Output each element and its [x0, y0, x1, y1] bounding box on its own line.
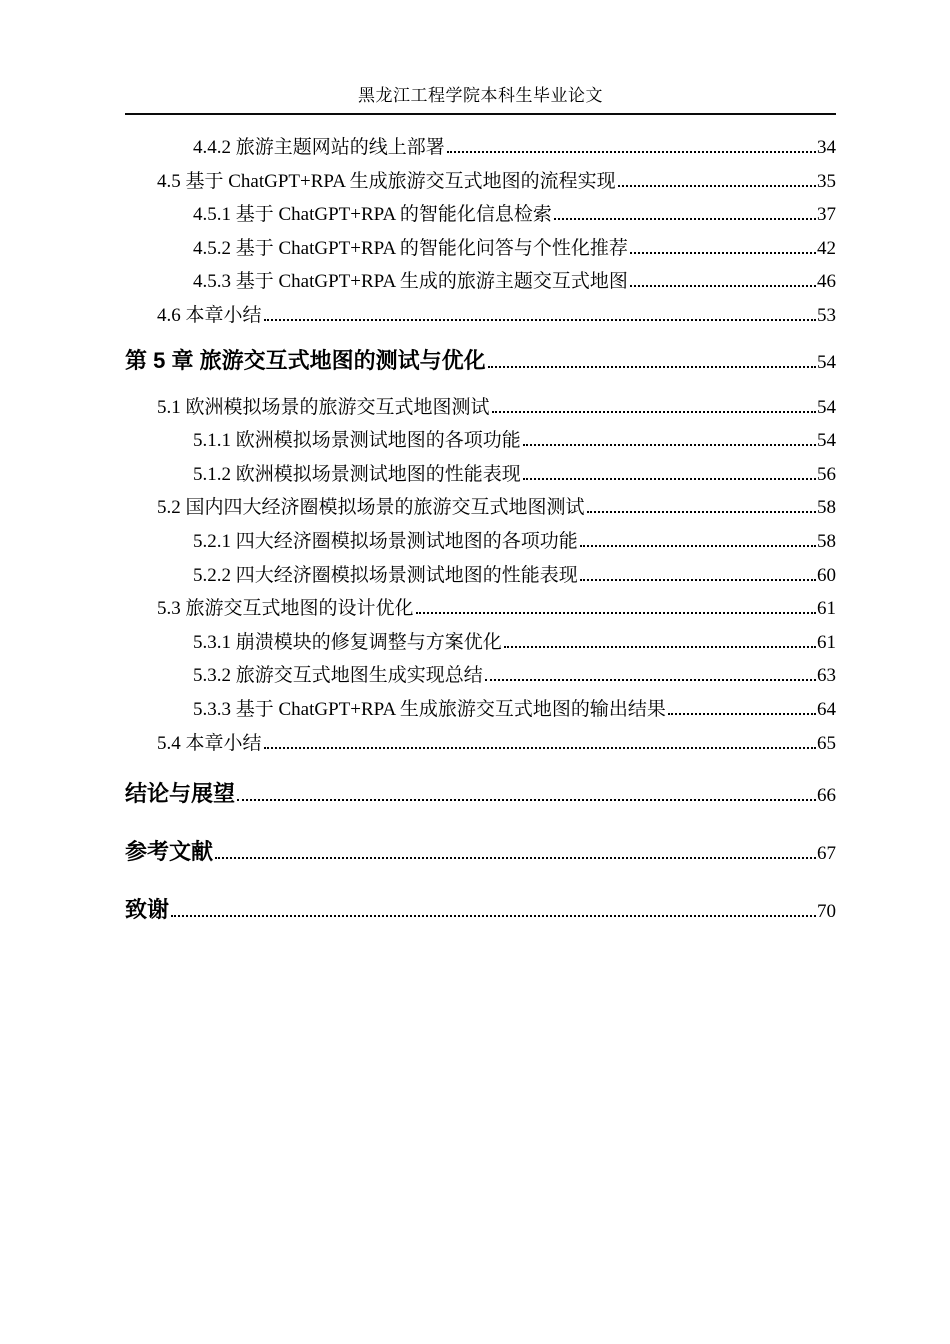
toc-page-number: 56 — [817, 463, 836, 485]
toc-entry[interactable] — [125, 772, 836, 818]
toc-page-number: 65 — [817, 732, 836, 754]
toc-entry-title: 4.4.2 旅游主题网站的线上部署 — [193, 137, 445, 158]
dotted-leader — [171, 915, 816, 917]
toc-entry[interactable] — [125, 198, 836, 232]
toc-entry[interactable] — [125, 131, 836, 165]
toc-entry-title: 第 5 章 旅游交互式地图的测试与优化 — [125, 347, 486, 373]
toc-entry[interactable] — [125, 491, 836, 525]
dotted-leader — [630, 285, 816, 287]
toc-entry-title: 参考文献 — [125, 839, 214, 865]
toc-page-number: 53 — [817, 304, 836, 326]
toc-entry-title: 4.5.1 基于 ChatGPT+RPA 的智能化信息检索 — [193, 204, 552, 226]
toc-entry-title: 5.2.1 四大经济圈模拟场景测试地图的各项功能 — [193, 530, 578, 552]
dotted-leader — [630, 252, 816, 254]
toc-page-number: 42 — [817, 237, 836, 259]
dotted-leader — [237, 799, 816, 801]
toc-entry-title: 5.2.2 四大经济圈模拟场景测试地图的性能表现 — [193, 564, 578, 586]
dotted-leader — [264, 747, 816, 749]
dotted-leader — [523, 444, 816, 446]
toc-entry-title: 4.5.2 基于 ChatGPT+RPA 的智能化问答与个性化推荐 — [193, 237, 628, 259]
page-header-title: 黑龙江工程学院本科生毕业论文 — [358, 86, 603, 105]
toc-page-number: 35 — [817, 170, 836, 192]
toc-page-number: 64 — [817, 698, 836, 720]
dotted-leader — [485, 679, 816, 681]
toc-entry[interactable] — [125, 592, 836, 626]
toc-entry[interactable] — [125, 299, 836, 333]
dotted-leader — [523, 478, 816, 480]
toc-entry[interactable] — [125, 165, 836, 199]
toc-entry-title: 5.3.1 崩溃模块的修复调整与方案优化 — [193, 631, 502, 653]
toc-page-number: 58 — [817, 530, 836, 552]
toc-entry[interactable] — [125, 339, 836, 385]
toc-entry-title: 5.1.2 欧洲模拟场景测试地图的性能表现 — [193, 463, 521, 485]
toc-entry-title: 5.1.1 欧洲模拟场景测试地图的各项功能 — [193, 430, 521, 452]
page-header — [125, 86, 836, 115]
toc-entry-title: 5.3 旅游交互式地图的设计优化 — [157, 598, 414, 620]
toc-entry[interactable] — [125, 525, 836, 559]
toc-entry[interactable] — [125, 232, 836, 266]
toc-entry[interactable] — [125, 626, 836, 660]
dotted-leader — [580, 545, 816, 547]
toc-page-number: 63 — [817, 665, 836, 687]
toc-entry-title: 4.5.3 基于 ChatGPT+RPA 生成的旅游主题交互式地图 — [193, 271, 628, 293]
toc-page-number: 61 — [817, 631, 836, 653]
dotted-leader — [554, 218, 816, 220]
toc-entry-title: 5.3.2 旅游交互式地图生成实现总结 — [193, 665, 483, 687]
toc-entry[interactable] — [125, 559, 836, 593]
toc-page-number: 54 — [817, 351, 836, 373]
dotted-leader — [587, 511, 816, 513]
toc-entry[interactable] — [125, 888, 836, 934]
toc-entry-title: 5.1 欧洲模拟场景的旅游交互式地图测试 — [157, 396, 490, 418]
toc-entry[interactable] — [125, 693, 836, 727]
toc-entry-title: 4.5 基于 ChatGPT+RPA 生成旅游交互式地图的流程实现 — [157, 170, 616, 192]
toc-entry-title: 结论与展望 — [125, 781, 236, 807]
toc-page-number: 46 — [817, 271, 836, 293]
dotted-leader — [580, 579, 816, 581]
table-of-contents — [125, 131, 836, 934]
dotted-leader — [447, 151, 816, 153]
toc-entry[interactable] — [125, 458, 836, 492]
toc-page-number: 70 — [817, 901, 836, 923]
dotted-leader — [618, 185, 816, 187]
toc-page-number: 66 — [817, 785, 836, 807]
toc-entry[interactable] — [125, 830, 836, 876]
dotted-leader — [416, 612, 816, 614]
toc-entry-title: 5.4 本章小结 — [157, 732, 262, 754]
toc-entry[interactable] — [125, 727, 836, 761]
dotted-leader — [488, 366, 816, 368]
toc-entry-title: 5.2 国内四大经济圈模拟场景的旅游交互式地图测试 — [157, 497, 585, 519]
toc-page-number: 60 — [817, 564, 836, 586]
toc-entry[interactable] — [125, 391, 836, 425]
toc-page-number: 61 — [817, 598, 836, 620]
toc-entry-title: 致谢 — [125, 897, 170, 923]
dotted-leader — [504, 646, 816, 648]
toc-entry-title: 4.6 本章小结 — [157, 304, 262, 326]
toc-entry-title: 5.3.3 基于 ChatGPT+RPA 生成旅游交互式地图的输出结果 — [193, 698, 666, 720]
toc-page-number: 58 — [817, 497, 836, 519]
toc-page-number: 37 — [817, 204, 836, 226]
dotted-leader — [215, 857, 816, 859]
toc-entry[interactable] — [125, 265, 836, 299]
dotted-leader — [264, 319, 816, 321]
toc-page-number: 54 — [817, 430, 836, 452]
toc-page-number: 67 — [817, 843, 836, 865]
toc-page-number: 54 — [817, 396, 836, 418]
toc-entry[interactable] — [125, 424, 836, 458]
dotted-leader — [492, 411, 816, 413]
dotted-leader — [668, 713, 816, 715]
toc-entry[interactable] — [125, 659, 836, 693]
toc-page-number: 34 — [817, 137, 836, 158]
